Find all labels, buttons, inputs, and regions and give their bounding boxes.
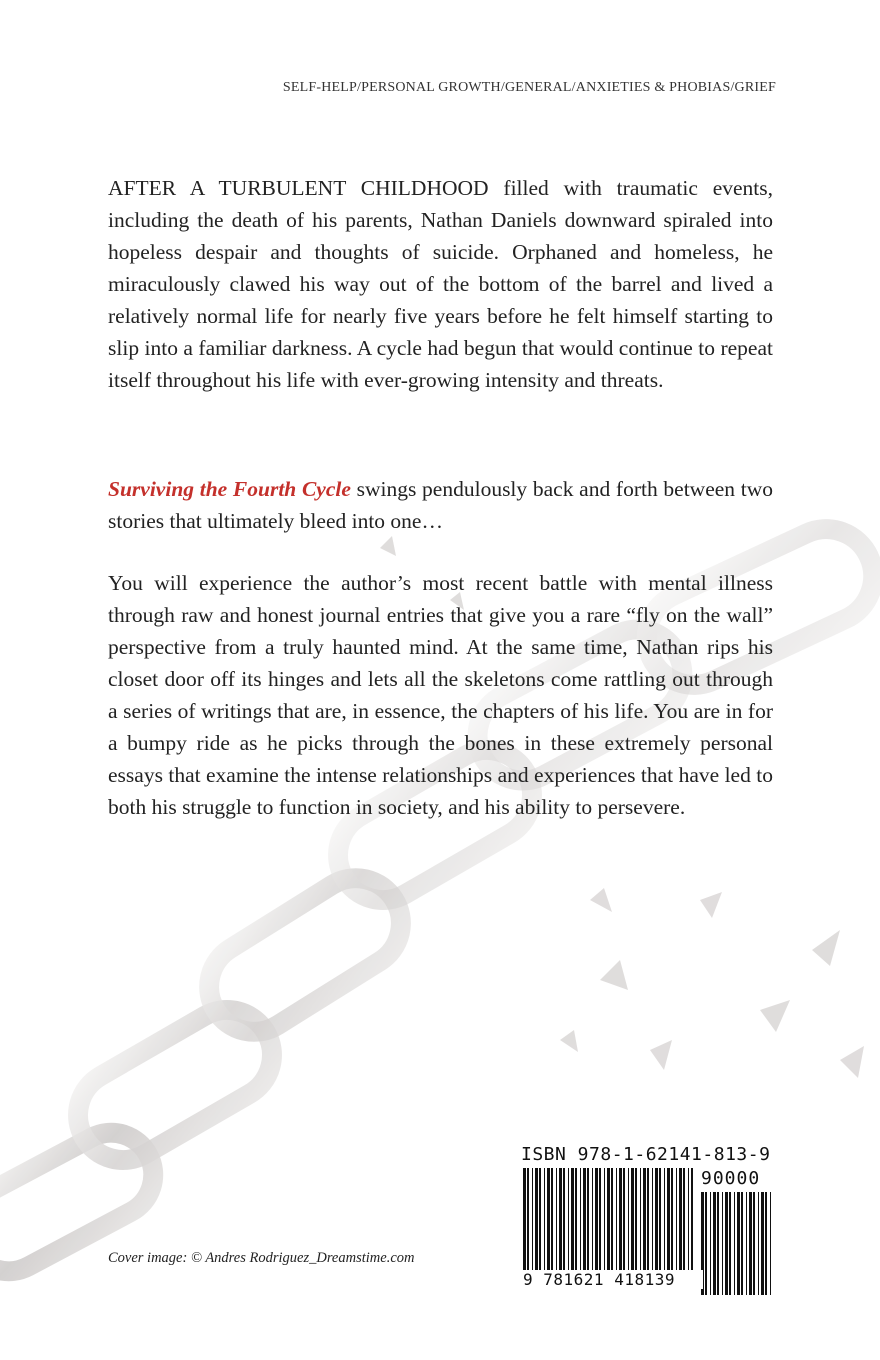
barcode-bar xyxy=(741,1192,743,1295)
book-title: Surviving the Fourth Cycle xyxy=(108,477,351,501)
barcode-bar xyxy=(647,1168,649,1284)
barcode-bar xyxy=(691,1168,693,1284)
blurb-paragraph-3-text: You will experience the author’s most recent battle with mental illness through raw and honest journal entries that give you a rare “fly on the wall” perspective from a truly haunted mind. At the same time, Nathan rips his closet door off its hinges and lets all the skeletons come rattling out through a series of writings that are, in essence, the chapters of his life. You are in for a bumpy ride as he picks through the bones in these extremely personal essays that examine the intense relationships and experiences that have led to both his struggle to function in society, and his ability to persevere. xyxy=(108,571,773,819)
barcode-bar xyxy=(631,1168,634,1284)
barcode-bar xyxy=(683,1168,685,1284)
barcode-bar xyxy=(749,1192,752,1295)
cover-image-credit: Cover image: © Andres Rodriguez_Dreamstime.com xyxy=(108,1250,415,1266)
barcode-bar xyxy=(616,1168,617,1284)
barcode-addon-code: 90000 xyxy=(701,1168,761,1189)
barcode-bar xyxy=(734,1192,735,1295)
barcode-bar xyxy=(746,1192,747,1295)
barcode-bar xyxy=(664,1168,665,1284)
barcode-bar xyxy=(725,1192,728,1295)
category-line: SELF-HELP/PERSONAL GROWTH/GENERAL/ANXIETIES & PHOBIAS/GRIEF xyxy=(282,80,776,95)
blurb-paragraph-1-text: filled with traumatic events, including the death of his parents, Nathan Daniels downward spiraled into hopeless despair and thoughts of suicide. Orphaned and homeless, he miraculously clawed his way out of the bottom of the barrel and lived a relatively normal life for nearly five years before he felt himself starting to slip into a familiar darkness. A cycle had begun that would continue to repeat itself throughout his life with ever-growing intensity and threats. xyxy=(108,176,774,392)
barcode-bar xyxy=(607,1168,610,1284)
barcode-bar xyxy=(655,1168,658,1284)
barcode-bar xyxy=(652,1168,653,1284)
barcode-bar xyxy=(667,1168,670,1284)
barcode-bar xyxy=(580,1168,581,1284)
barcode-bar xyxy=(544,1168,545,1284)
barcode-bar xyxy=(635,1168,637,1284)
barcode-bar xyxy=(556,1168,557,1284)
barcode-bar xyxy=(643,1168,646,1284)
barcode-bar xyxy=(547,1168,550,1284)
barcode-bar xyxy=(523,1168,526,1284)
barcode-bar xyxy=(623,1168,625,1284)
barcode-bar xyxy=(640,1168,641,1284)
barcode-bar xyxy=(619,1168,622,1284)
barcode-bar xyxy=(737,1192,740,1295)
barcode-bar xyxy=(551,1168,553,1284)
barcode-bar xyxy=(761,1192,764,1295)
blurb-paragraph-2-text: swings pendulously back and forth between two stories that ultimately bleed into one… xyxy=(108,477,773,533)
barcode-bar xyxy=(705,1192,707,1295)
blurb-paragraph-2 xyxy=(108,473,773,537)
barcode-bar xyxy=(770,1192,771,1295)
barcode-bar xyxy=(595,1168,598,1284)
barcode-bar xyxy=(592,1168,593,1284)
barcode-digits: 9 781621 418139 xyxy=(513,1270,703,1289)
blurb-lead-caps: AFTER A TURBULENT CHILDHOOD xyxy=(108,176,489,200)
barcode-bar xyxy=(758,1192,759,1295)
isbn-barcode xyxy=(513,1144,775,1295)
barcode-bar xyxy=(583,1168,586,1284)
barcode-bar xyxy=(717,1192,719,1295)
isbn-label: ISBN 978-1-62141-813-9 xyxy=(521,1144,771,1165)
barcode-bar xyxy=(671,1168,673,1284)
barcode-bar xyxy=(535,1168,538,1284)
barcode-bar xyxy=(575,1168,577,1284)
barcode-bar xyxy=(659,1168,661,1284)
barcode-bar xyxy=(710,1192,711,1295)
chain-link xyxy=(62,994,289,1177)
barcode-bar xyxy=(527,1168,529,1284)
barcode-bar xyxy=(679,1168,682,1284)
barcode-bar xyxy=(729,1192,731,1295)
barcode-bar xyxy=(539,1168,541,1284)
blurb-paragraph-3 xyxy=(108,567,773,823)
blurb-paragraph-1 xyxy=(108,172,773,396)
barcode-bar xyxy=(713,1192,716,1295)
barcode-bar xyxy=(559,1168,562,1284)
barcode-bar xyxy=(532,1168,533,1284)
barcode-bar xyxy=(563,1168,565,1284)
barcode-bar xyxy=(604,1168,605,1284)
barcode-bar xyxy=(722,1192,723,1295)
barcode-bar xyxy=(765,1192,767,1295)
barcode-bar xyxy=(628,1168,629,1284)
chain-link xyxy=(192,861,418,1049)
barcode-bar xyxy=(611,1168,613,1284)
barcode-bar xyxy=(571,1168,574,1284)
barcode-bar xyxy=(753,1192,755,1295)
barcode-bar xyxy=(568,1168,569,1284)
barcode-bar xyxy=(587,1168,589,1284)
barcode-bar xyxy=(599,1168,601,1284)
barcode-bar xyxy=(676,1168,677,1284)
barcode-bar xyxy=(688,1168,689,1284)
